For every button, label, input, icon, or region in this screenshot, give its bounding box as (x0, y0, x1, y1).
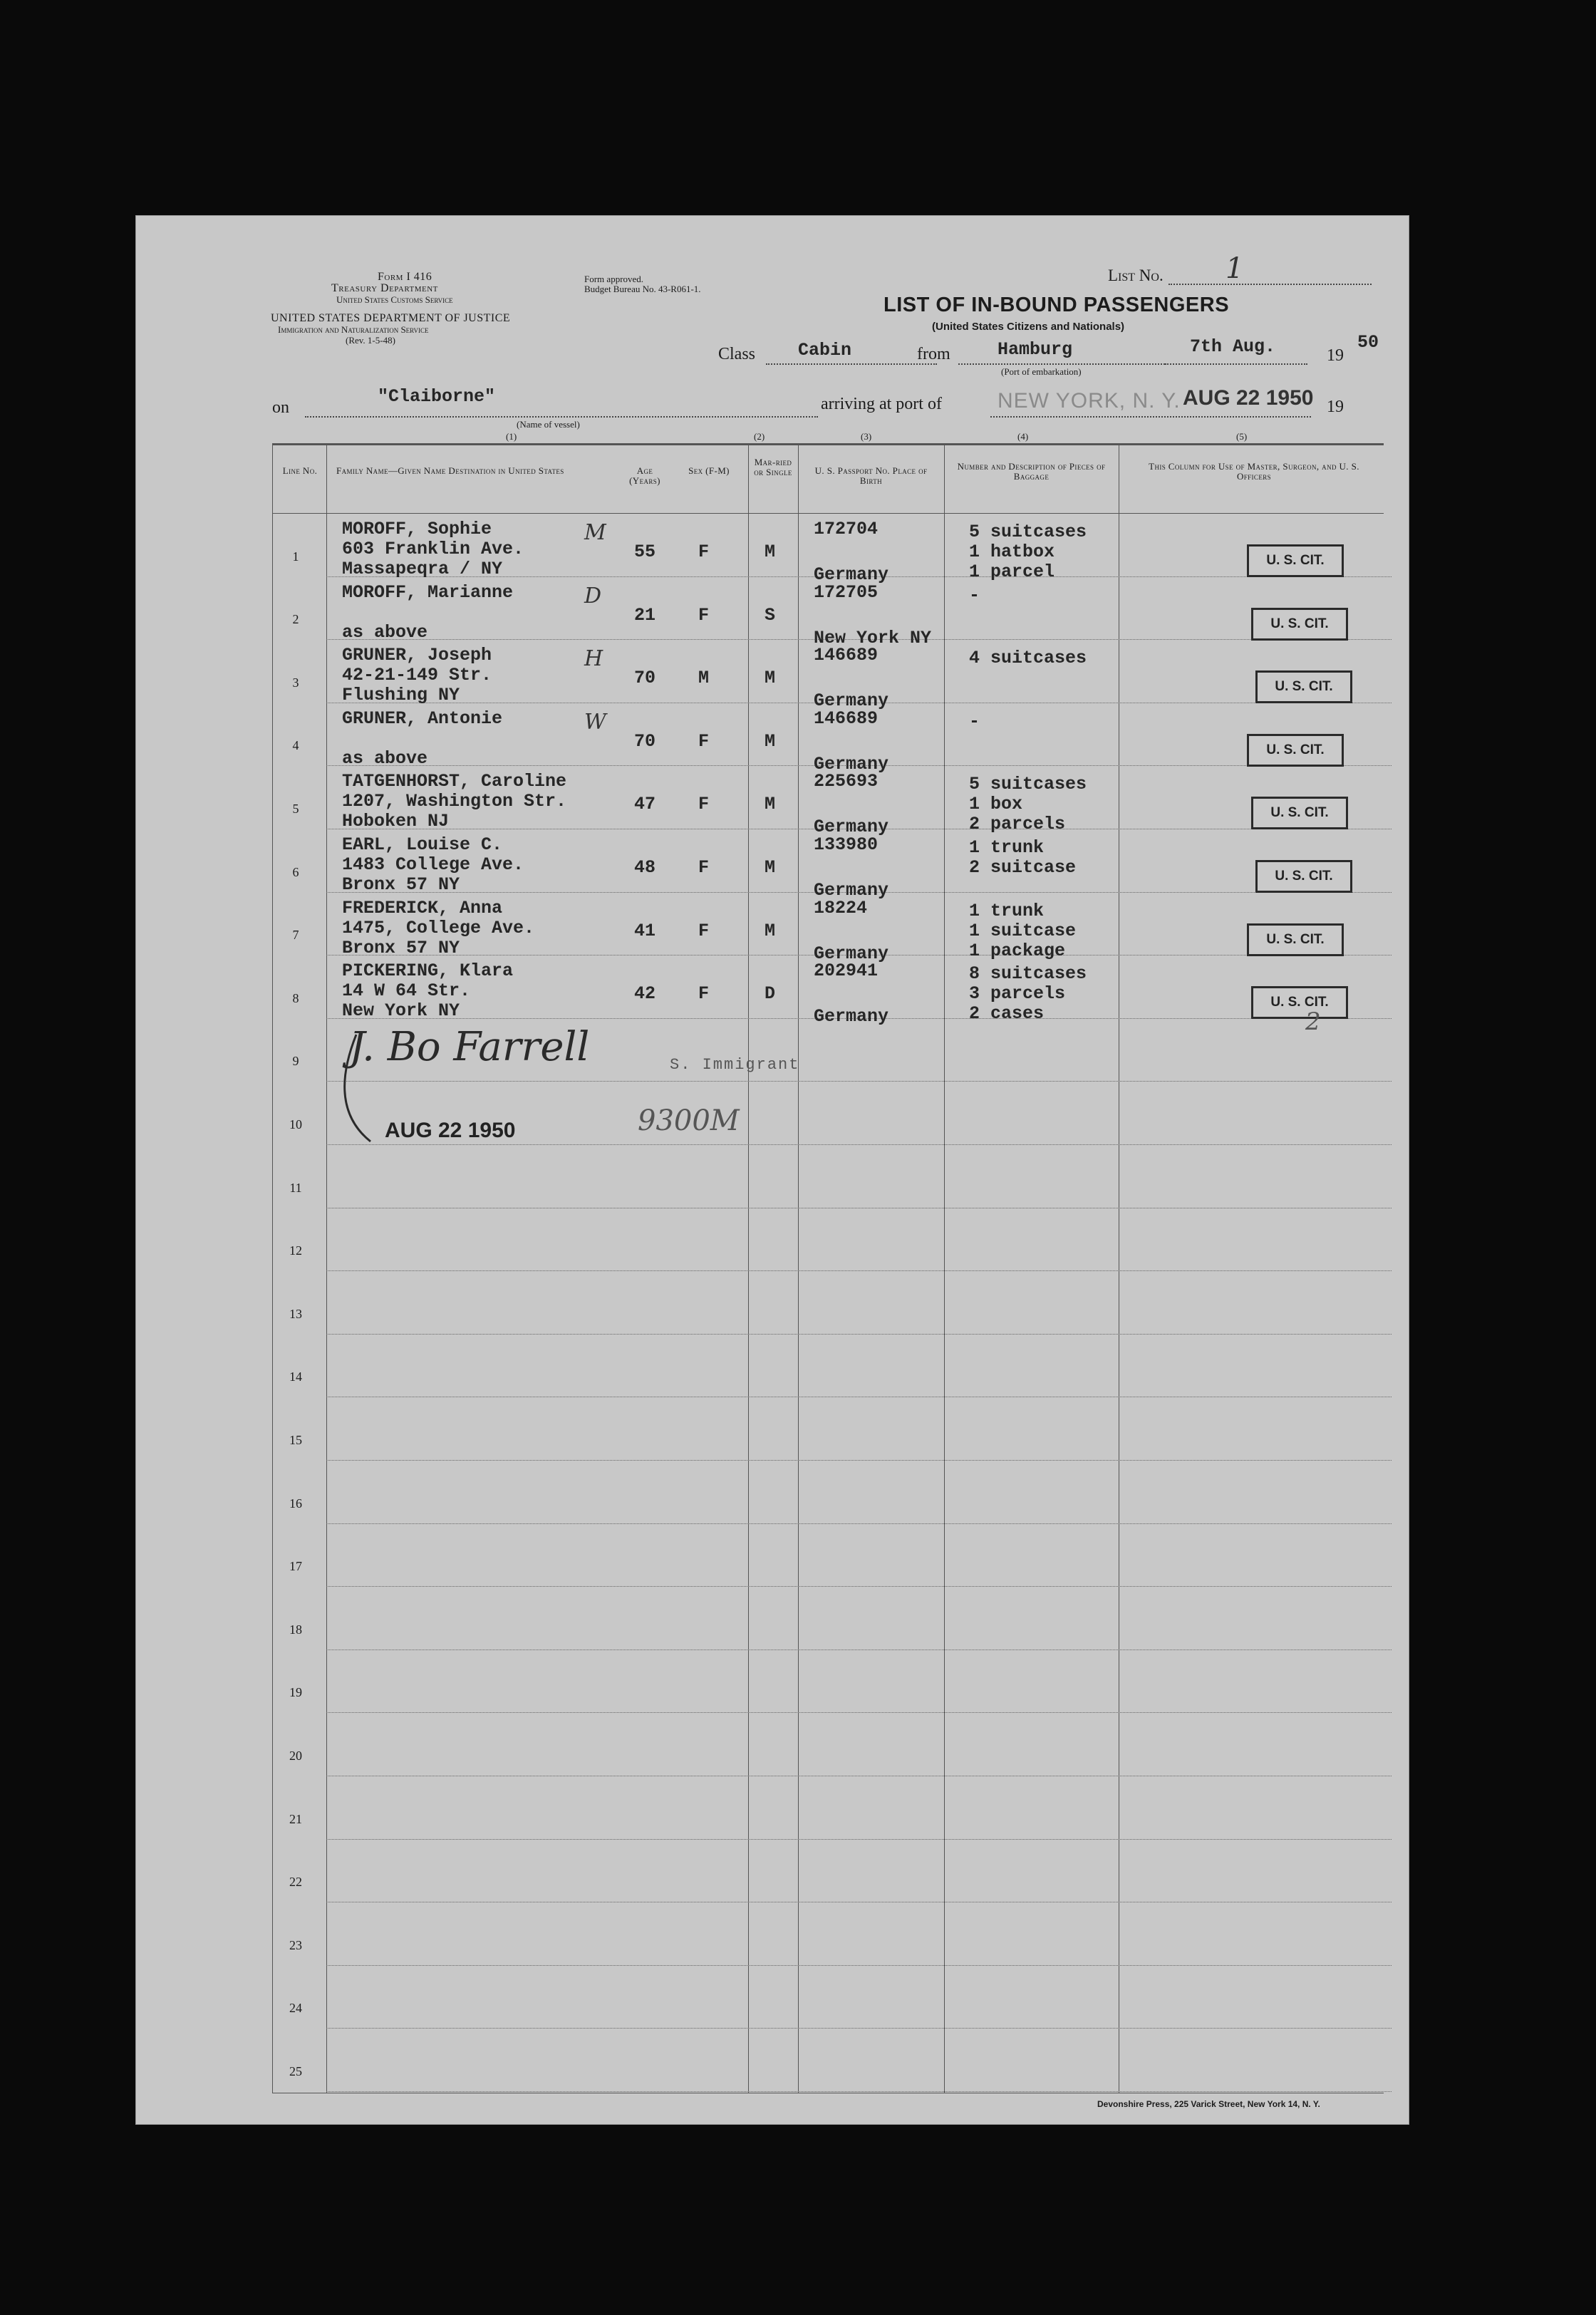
citizen-stamp: U. S. CIT. (1251, 608, 1348, 641)
header-baggage: Number and Description of Pieces of Baggage (957, 461, 1106, 482)
passenger-married: D (765, 983, 776, 1005)
line-number: 6 (292, 864, 299, 879)
line-number: 8 (292, 990, 299, 1005)
passport-number: 172705 (814, 581, 879, 603)
baggage-line-1: 4 suitcases (969, 648, 1087, 669)
baggage-line-3: 2 cases (969, 1003, 1045, 1025)
count-note: 2 (1305, 1008, 1321, 1036)
row-rule (326, 1965, 1392, 1966)
baggage-line-2: 1 hatbox (969, 542, 1055, 562)
passenger-sex: F (698, 920, 710, 941)
passenger-name: GRUNER, Antonie (342, 708, 503, 729)
line-number: 14 (289, 1369, 302, 1384)
baggage-line-2: 3 parcels (969, 983, 1066, 1005)
citizen-stamp: U. S. CIT. (1251, 797, 1348, 829)
line-number: 19 (289, 1685, 302, 1700)
citizen-stamp: U. S. CIT. (1247, 544, 1344, 577)
dept-line-3: UNITED STATES DEPARTMENT OF JUSTICE (271, 312, 511, 324)
port-embarkation-caption: (Port of embarkation) (1001, 366, 1082, 377)
birth-place: Germany (814, 753, 889, 775)
passenger-address-1: 14 W 64 Str. (342, 980, 471, 1002)
passenger-address-1: 1207, Washington Str. (342, 791, 567, 812)
page-subtitle: (United States Citizens and Nationals) (932, 321, 1125, 333)
header-age: Age (Years) (629, 465, 660, 486)
passenger-name: MOROFF, Sophie (342, 519, 492, 539)
signature-flourish (328, 1027, 470, 1170)
list-no-line (1168, 284, 1372, 285)
row-rule (326, 1144, 1392, 1145)
class-line (766, 363, 937, 365)
passport-number: 133980 (814, 834, 879, 855)
line-number: 7 (292, 928, 299, 943)
passenger-address-2: Hoboken NJ (342, 811, 450, 832)
passenger-name: TATGENHORST, Caroline (342, 771, 567, 792)
passenger-name: FREDERICK, Anna (342, 897, 503, 918)
birth-place: Germany (814, 1006, 889, 1027)
row-rule (326, 1334, 1392, 1335)
passport-number: 172704 (814, 519, 879, 539)
table-top-rule (272, 443, 1384, 445)
col-number-4: (4) (1017, 431, 1029, 442)
header-line-no: Line No. (282, 465, 318, 476)
vessel-caption: (Name of vessel) (517, 419, 580, 430)
birth-place: Germany (814, 564, 889, 585)
passenger-mark: D (584, 583, 602, 608)
form-page (135, 215, 1409, 2125)
passenger-name: EARL, Louise C. (342, 834, 503, 855)
passenger-age: 42 (634, 983, 656, 1005)
class-label: Class (718, 345, 756, 363)
passenger-age: 41 (634, 920, 656, 941)
baggage-line-1: - (969, 710, 980, 732)
passport-number: 225693 (814, 771, 879, 792)
printer-footer: Devonshire Press, 225 Varick Street, New York 14, N. Y. (1097, 2099, 1320, 2109)
vessel-line (305, 416, 818, 418)
passenger-married: M (765, 920, 776, 941)
passenger-address-1: 1475, College Ave. (342, 917, 535, 938)
passport-number: 202941 (814, 960, 879, 982)
dept-line-2: United States Customs Service (336, 294, 453, 305)
passenger-sex: F (698, 794, 710, 815)
list-no-value: 1 (1226, 252, 1244, 285)
passenger-address-2: Bronx 57 NY (342, 874, 460, 895)
passenger-age: 70 (634, 730, 656, 752)
citizen-stamp: U. S. CIT. (1251, 986, 1348, 1019)
passenger-married: M (765, 668, 776, 689)
passenger-address-2: Flushing NY (342, 685, 460, 706)
line-number: 3 (292, 675, 299, 690)
passenger-address-1: 1483 College Ave. (342, 854, 524, 875)
header-passport: U. S. Passport No. Place of Birth (814, 465, 928, 486)
passenger-sex: F (698, 604, 710, 626)
passenger-mark: H (584, 646, 603, 672)
line-number: 12 (289, 1243, 302, 1258)
line-number: 2 (292, 612, 299, 627)
departure-date: 7th Aug. (1190, 336, 1276, 357)
passenger-sex: M (698, 668, 710, 689)
row-rule (326, 1523, 1392, 1524)
passenger-married: S (765, 604, 776, 626)
row-rule (326, 1839, 1392, 1840)
col-rule-passport (798, 443, 799, 2093)
passenger-name: MOROFF, Marianne (342, 581, 514, 603)
col-rule-name (326, 443, 327, 2093)
table-header-rule (272, 513, 1384, 514)
class-value: Cabin (798, 340, 852, 361)
line-number: 10 (289, 1117, 302, 1131)
arrival-line (990, 416, 1311, 418)
col-number-3: (3) (861, 431, 872, 442)
header-married: Mar-ried or Single (754, 457, 792, 477)
baggage-line-2: 1 box (969, 794, 1023, 815)
line-number: 15 (289, 1433, 302, 1447)
col-rule-baggage (944, 443, 945, 2093)
passenger-married: M (765, 730, 776, 752)
approved-line-1: Form approved. (584, 274, 644, 284)
passenger-address-1: 42-21-149 Str. (342, 665, 492, 686)
line-number: 1 (292, 549, 299, 564)
passport-number: 18224 (814, 897, 868, 918)
vessel-name: "Claiborne" (378, 386, 496, 407)
line-number: 13 (289, 1306, 302, 1321)
birth-place: Germany (814, 817, 889, 838)
line-number: 11 (289, 1180, 302, 1195)
inspector-signature: J. Bo Farrell (349, 1024, 590, 1070)
passenger-sex: F (698, 730, 710, 752)
baggage-line-3: 1 parcel (969, 561, 1055, 582)
date-line (1165, 363, 1307, 365)
baggage-line-1: 1 trunk (969, 900, 1045, 921)
row-rule (326, 1270, 1392, 1271)
col-rule-married (748, 443, 749, 2093)
line-number: 20 (289, 1749, 302, 1763)
baggage-line-1: 5 suitcases (969, 522, 1087, 542)
time-note: 9300M (638, 1104, 740, 1137)
passenger-address-1: 603 Franklin Ave. (342, 539, 524, 559)
row-rule (326, 1712, 1392, 1713)
arriving-label: arriving at port of (821, 395, 942, 413)
from-line (958, 363, 1165, 365)
dept-line-4: Immigration and Naturalization Service (278, 324, 429, 335)
baggage-line-3: 1 package (969, 940, 1066, 961)
from-label: from (917, 345, 950, 363)
on-label: on (272, 398, 289, 417)
passenger-mark: M (584, 520, 606, 545)
passport-number: 146689 (814, 708, 879, 729)
birth-place: Germany (814, 943, 889, 964)
passenger-age: 55 (634, 542, 656, 562)
passenger-married: M (765, 794, 776, 815)
line-number: 17 (289, 1559, 302, 1574)
approved-line-2: Budget Bureau No. 43-R061-1. (584, 284, 701, 294)
list-no-label: List No. (1108, 266, 1164, 284)
line-number: 24 (289, 2001, 302, 2016)
baggage-line-2: 1 suitcase (969, 920, 1077, 941)
passenger-address-2: New York NY (342, 1000, 460, 1022)
passenger-name: PICKERING, Klara (342, 960, 514, 982)
year-prefix-2: 19 (1327, 398, 1344, 416)
inspection-date-stamp: AUG 22 1950 (385, 1119, 516, 1142)
passenger-mark: W (584, 709, 606, 735)
passenger-name: GRUNER, Joseph (342, 645, 492, 666)
row-rule (326, 2028, 1392, 2029)
passenger-sex: F (698, 542, 710, 562)
baggage-line-1: 1 trunk (969, 837, 1045, 858)
baggage-line-2: 2 suitcase (969, 857, 1077, 878)
baggage-line-1: 5 suitcases (969, 774, 1087, 795)
col-number-2: (2) (754, 431, 765, 442)
birth-place: Germany (814, 880, 889, 901)
header-officers: This Column for Use of Master, Surgeon, and U. S. Officers (1149, 461, 1359, 482)
line-number: 5 (292, 802, 299, 816)
passenger-married: M (765, 857, 776, 878)
arrival-port-stamp: NEW YORK, N. Y. (998, 389, 1181, 413)
line-number: 18 (289, 1622, 302, 1637)
line-number: 9 (292, 1054, 299, 1069)
line-number: 25 (289, 2064, 302, 2078)
year-prefix: 19 (1327, 346, 1344, 365)
header-name: Family Name—Given Name Destination in United States (336, 465, 564, 476)
header-sex: Sex (F-M) (688, 465, 730, 476)
year-value: 50 (1357, 332, 1379, 353)
passenger-sex: F (698, 857, 710, 878)
passenger-address-2: as above (342, 621, 428, 643)
baggage-line-3: 2 parcels (969, 814, 1066, 835)
form-number: Form I 416 (378, 271, 432, 283)
baggage-line-1: 8 suitcases (969, 963, 1087, 985)
row-rule (326, 1081, 1392, 1082)
passenger-address-2: as above (342, 747, 428, 769)
line-number: 4 (292, 738, 299, 753)
baggage-line-1: - (969, 584, 980, 606)
line-number: 16 (289, 1496, 302, 1511)
row-rule (326, 1460, 1392, 1461)
row-rule (326, 2091, 1392, 2092)
passenger-age: 70 (634, 668, 656, 689)
line-number: 23 (289, 1937, 302, 1952)
passenger-age: 48 (634, 857, 656, 878)
col-number-1: (1) (506, 431, 517, 442)
line-number: 21 (289, 1811, 302, 1826)
passenger-age: 21 (634, 604, 656, 626)
birth-place: New York NY (814, 627, 932, 648)
citizen-stamp: U. S. CIT. (1247, 923, 1344, 956)
from-value: Hamburg (998, 339, 1073, 360)
row-rule (326, 1586, 1392, 1587)
revision: (Rev. 1-5-48) (346, 335, 395, 346)
citizen-stamp: U. S. CIT. (1255, 670, 1352, 703)
dept-line-1: Treasury Department (331, 282, 438, 294)
inspector-title: S. Immigrant (670, 1056, 800, 1074)
col-rule-line (272, 443, 273, 2093)
line-number: 22 (289, 1875, 302, 1890)
passenger-address-2: Massapeqra / NY (342, 559, 503, 579)
birth-place: Germany (814, 690, 889, 712)
passenger-married: M (765, 542, 776, 562)
page-title: LIST OF IN-BOUND PASSENGERS (884, 294, 1230, 316)
passport-number: 146689 (814, 645, 879, 666)
passenger-age: 47 (634, 794, 656, 815)
row-rule (326, 1649, 1392, 1650)
citizen-stamp: U. S. CIT. (1247, 734, 1344, 767)
passenger-sex: F (698, 983, 710, 1005)
citizen-stamp: U. S. CIT. (1255, 860, 1352, 893)
col-number-5: (5) (1236, 431, 1248, 442)
arrival-date-stamp: AUG 22 1950 (1183, 386, 1314, 410)
passenger-address-2: Bronx 57 NY (342, 937, 460, 958)
